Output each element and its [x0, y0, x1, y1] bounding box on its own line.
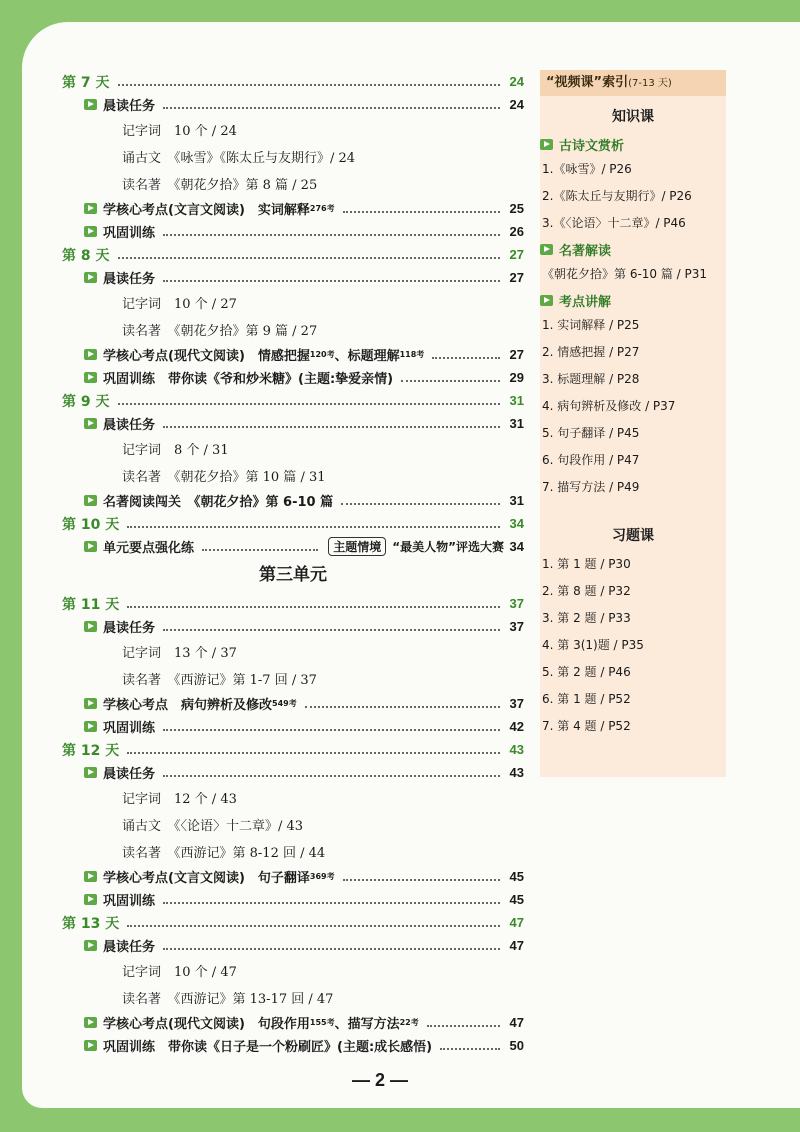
toc-text: 学核心考点(文言文阅读) 实词解释 — [103, 203, 310, 218]
toc-label — [84, 345, 428, 364]
exercise-item[interactable]: 7. 第 4 题 / P52 — [542, 719, 631, 733]
play-icon — [540, 139, 553, 150]
index-group-title — [540, 132, 726, 156]
index-item[interactable]: 2.《陈太丘与友期行》/ P26 — [542, 189, 692, 203]
toc-row[interactable] — [62, 389, 524, 412]
toc-text: 单元要点强化练 — [103, 541, 195, 556]
toc-label — [122, 120, 241, 139]
page-ref: 27 — [509, 347, 524, 362]
toc-text: 记字词 13 个 / 37 — [122, 646, 237, 661]
toc-text: 读名著 《西游记》第 13-17 回 / 47 — [122, 992, 334, 1007]
exam-count: 155考 — [309, 1018, 335, 1027]
play-icon — [84, 894, 97, 905]
toc-row[interactable] — [62, 366, 524, 389]
video-index-header: “视频课”索引(7-13 天) — [540, 70, 726, 96]
leader-dots — [163, 729, 500, 731]
toc-row[interactable] — [62, 738, 524, 761]
play-icon — [540, 295, 553, 306]
toc-text: 巩固训练 — [103, 226, 156, 241]
toc-text: 读名著 《朝花夕拾》第 9 篇 / 27 — [122, 324, 318, 339]
toc-row[interactable] — [62, 197, 524, 220]
index-item[interactable]: 《朝花夕拾》第 6-10 篇 / P31 — [542, 267, 708, 281]
toc-label — [122, 293, 241, 312]
page-ref: 31 — [509, 416, 524, 431]
page-ref: 37 — [509, 619, 524, 634]
toc-label — [122, 842, 329, 861]
leader-dots — [163, 280, 500, 282]
toc-row[interactable] — [62, 489, 524, 512]
toc-text: 第 7 天 — [62, 74, 110, 91]
toc-row[interactable] — [62, 1034, 524, 1057]
leader-dots — [440, 1048, 500, 1050]
page-ref: 34 — [509, 516, 524, 531]
page-ref: 45 — [509, 892, 524, 907]
leader-dots — [163, 902, 500, 904]
play-icon — [84, 349, 97, 360]
toc-row[interactable] — [62, 592, 524, 615]
toc-text: 学核心考点(文言文阅读) 句子翻译 — [103, 871, 310, 886]
toc-label — [84, 763, 159, 782]
toc-text: 记字词 12 个 / 43 — [122, 792, 237, 807]
toc-row[interactable] — [62, 615, 524, 638]
toc-label — [62, 594, 123, 614]
page-ref: 47 — [509, 915, 524, 930]
toc-row[interactable] — [62, 343, 524, 366]
toc-label — [122, 788, 241, 807]
toc-row[interactable] — [62, 243, 524, 266]
page-ref: 29 — [509, 370, 524, 385]
toc-label — [122, 988, 337, 1007]
index-item[interactable]: 1. 实词解释 / P25 — [542, 318, 640, 332]
toc-row[interactable] — [62, 116, 524, 143]
toc-text: 记字词 10 个 / 27 — [122, 297, 237, 312]
toc-row[interactable] — [62, 984, 524, 1011]
toc-label — [84, 199, 339, 218]
play-icon — [84, 372, 97, 383]
group-label: 古诗文赏析 — [559, 138, 625, 154]
toc-row[interactable] — [62, 692, 524, 715]
page-ref: 47 — [509, 938, 524, 953]
toc-row[interactable] — [62, 665, 524, 692]
toc-text: 晨读任务 — [103, 272, 156, 287]
toc-text: 巩固训练 带你读《日子是一个粉刷匠》(主题:成长感悟) — [103, 1040, 433, 1055]
toc-label — [62, 391, 114, 411]
toc-label — [84, 1013, 423, 1032]
toc-row[interactable] — [62, 715, 524, 738]
toc-text: 巩固训练 — [103, 894, 156, 909]
exam-count: 276考 — [309, 204, 335, 213]
leader-dots — [163, 426, 500, 428]
toc-row[interactable] — [62, 838, 524, 865]
toc-row[interactable] — [62, 316, 524, 343]
exam-count: 549考 — [272, 699, 297, 708]
play-icon — [84, 940, 97, 951]
play-icon — [540, 244, 553, 255]
group-label: 考点讲解 — [559, 294, 612, 310]
toc-row[interactable] — [62, 220, 524, 243]
toc-row[interactable] — [62, 462, 524, 489]
toc-text: 诵古文 《咏雪》《陈太丘与友期行》/ 24 — [122, 151, 356, 166]
toc-text: 读名著 《西游记》第 1-7 回 / 37 — [122, 673, 317, 688]
page-ref: 24 — [509, 97, 524, 112]
index-item[interactable]: 2. 情感把握 / P27 — [542, 345, 640, 359]
index-item[interactable]: 4. 病句辨析及修改 / P37 — [542, 399, 676, 413]
leader-dots — [163, 948, 500, 950]
toc-label — [62, 740, 123, 760]
play-icon — [84, 767, 97, 778]
toc-row[interactable] — [62, 865, 524, 888]
toc-row[interactable] — [62, 512, 524, 535]
leader-dots — [127, 606, 500, 608]
toc-label — [122, 466, 330, 485]
theme-tag: 主题情境 — [328, 537, 386, 556]
toc-text: 第 11 天 — [62, 596, 120, 613]
toc-label — [62, 245, 114, 265]
toc-label — [84, 936, 159, 955]
toc-row[interactable] — [62, 811, 524, 838]
index-item[interactable]: 7. 描写方法 / P49 — [542, 480, 640, 494]
toc-text: 巩固训练 — [103, 721, 156, 736]
play-icon — [84, 1017, 97, 1028]
index-group-title — [540, 237, 726, 261]
page-ref: 27 — [509, 247, 524, 262]
page-ref: 25 — [509, 201, 524, 216]
toc-row[interactable] — [62, 911, 524, 934]
toc-row[interactable] — [62, 143, 524, 170]
page-ref: 31 — [509, 393, 524, 408]
exercise-item[interactable]: 2. 第 8 题 / P32 — [542, 584, 631, 598]
leader-dots — [163, 775, 500, 777]
toc-text: 巩固训练 带你读《爷和炒米糖》(主题:挚爱亲情) — [103, 372, 394, 387]
toc-label — [84, 368, 397, 387]
page-ref: 50 — [509, 1038, 524, 1053]
toc-label — [84, 890, 159, 909]
theme-text: “最美人物”评选大赛 — [392, 540, 504, 554]
toc-row[interactable] — [62, 934, 524, 957]
toc-row[interactable] — [62, 170, 524, 197]
video-index-panel — [540, 70, 726, 777]
exercise-item[interactable]: 3. 第 2 题 / P33 — [542, 611, 631, 625]
toc-label — [122, 439, 233, 458]
toc-row[interactable] — [62, 761, 524, 784]
leader-dots — [343, 211, 500, 213]
toc-row[interactable] — [62, 888, 524, 911]
toc-label — [84, 414, 159, 433]
toc-label — [84, 268, 159, 287]
leader-dots — [202, 549, 318, 551]
toc-label — [122, 147, 359, 166]
play-icon — [84, 541, 97, 552]
leader-dots — [305, 706, 500, 708]
toc-text-2: 、描写方法 — [334, 1017, 400, 1032]
toc-label — [122, 669, 321, 688]
toc-label — [62, 913, 123, 933]
index-item[interactable]: 3.《〈论语〉十二章》/ P46 — [542, 216, 686, 230]
toc-label — [84, 222, 159, 241]
page-ref: 37 — [509, 596, 524, 611]
leader-dots — [127, 752, 500, 754]
exercise-item[interactable]: 5. 第 2 题 / P46 — [542, 665, 631, 679]
play-icon — [84, 495, 97, 506]
toc-text: 学核心考点 病句辨析及修改 — [103, 698, 273, 713]
play-icon — [84, 226, 97, 237]
toc-row[interactable] — [62, 784, 524, 811]
toc-text: 第 10 天 — [62, 516, 120, 533]
exam-count-2: 118考 — [399, 350, 425, 359]
leader-dots — [163, 234, 500, 236]
toc-text: 学核心考点(现代文阅读) 情感把握 — [103, 349, 310, 364]
play-icon — [84, 418, 97, 429]
exercise-course-title: 习题课 — [612, 528, 654, 544]
toc-text: 读名著 《西游记》第 8-12 回 / 44 — [122, 846, 326, 861]
page-ref: 27 — [509, 270, 524, 285]
index-item[interactable]: 3. 标题理解 / P28 — [542, 372, 640, 386]
toc-text: 第 13 天 — [62, 915, 120, 932]
leader-dots — [163, 629, 500, 631]
toc-text: 读名著 《朝花夕拾》第 10 篇 / 31 — [122, 470, 326, 485]
toc-text: 晨读任务 — [103, 621, 156, 636]
play-icon — [84, 871, 97, 882]
leader-dots — [341, 503, 500, 505]
table-of-contents — [62, 70, 524, 1057]
toc-text: 晨读任务 — [103, 940, 156, 955]
page-ref: 31 — [509, 493, 524, 508]
play-icon — [84, 99, 97, 110]
toc-label — [84, 694, 301, 713]
play-icon — [84, 621, 97, 632]
toc-label — [84, 617, 159, 636]
page-ref: 43 — [509, 742, 524, 757]
page-ref: 45 — [509, 869, 524, 884]
toc-label — [122, 174, 321, 193]
toc-text: 晨读任务 — [103, 99, 156, 114]
page-ref: 34 — [509, 539, 524, 554]
index-group-title — [540, 288, 726, 312]
toc-label — [84, 491, 337, 510]
leader-dots — [163, 107, 500, 109]
exam-count: 120考 — [309, 350, 335, 359]
toc-label — [122, 642, 241, 661]
page-ref: 24 — [509, 74, 524, 89]
toc-label — [122, 320, 321, 339]
leader-dots — [401, 380, 500, 382]
toc-text: 晨读任务 — [103, 767, 156, 782]
toc-text: 名著阅读闯关 《朝花夕拾》第 6-10 篇 — [103, 495, 334, 510]
toc-text: 第 12 天 — [62, 742, 120, 759]
toc-label — [84, 867, 339, 886]
exam-count-2: 22考 — [399, 1018, 419, 1027]
leader-dots — [127, 526, 500, 528]
play-icon — [84, 203, 97, 214]
exercise-item[interactable]: 1. 第 1 题 / P30 — [542, 557, 631, 571]
toc-text: 记字词 8 个 / 31 — [122, 443, 229, 458]
exercise-item[interactable]: 4. 第 3(1)题 / P35 — [542, 638, 644, 652]
toc-text: 记字词 10 个 / 47 — [122, 965, 237, 980]
toc-label — [62, 72, 114, 92]
toc-text: 读名著 《朝花夕拾》第 8 篇 / 25 — [122, 178, 318, 193]
leader-dots — [343, 879, 500, 881]
page-number: — 2 — — [351, 1070, 408, 1090]
toc-row[interactable] — [62, 412, 524, 435]
index-item[interactable]: 1.《咏雪》/ P26 — [542, 162, 632, 176]
leader-dots — [118, 84, 501, 86]
toc-text: 第 8 天 — [62, 247, 110, 264]
toc-row[interactable] — [62, 289, 524, 316]
toc-text: 学核心考点(现代文阅读) 句段作用 — [103, 1017, 310, 1032]
toc-row[interactable] — [62, 266, 524, 289]
exam-count: 369考 — [309, 872, 335, 881]
toc-label — [84, 717, 159, 736]
page-ref: 43 — [509, 765, 524, 780]
page-ref: 37 — [509, 696, 524, 711]
page-ref: 26 — [509, 224, 524, 239]
index-item[interactable]: 6. 句段作用 / P47 — [542, 453, 640, 467]
unit-title: 第三单元 — [259, 565, 327, 585]
page-ref: 42 — [509, 719, 524, 734]
toc-row[interactable] — [62, 638, 524, 665]
toc-text: 记字词 10 个 / 24 — [122, 124, 237, 139]
toc-label — [122, 815, 307, 834]
toc-label — [122, 961, 241, 980]
toc-text: 诵古文 《〈论语〉十二章》/ 43 — [122, 819, 304, 834]
toc-label — [84, 95, 159, 114]
toc-row[interactable] — [62, 70, 524, 93]
toc-label — [62, 514, 123, 534]
toc-row[interactable] — [62, 535, 524, 558]
toc-text: 晨读任务 — [103, 418, 156, 433]
toc-text-2: 、标题理解 — [334, 349, 400, 364]
knowledge-course-title: 知识课 — [612, 109, 654, 125]
leader-dots — [427, 1025, 500, 1027]
leader-dots — [118, 257, 501, 259]
exercise-item[interactable]: 6. 第 1 题 / P52 — [542, 692, 631, 706]
toc-row[interactable] — [62, 93, 524, 116]
play-icon — [84, 698, 97, 709]
toc-label — [84, 1036, 436, 1055]
group-label: 名著解读 — [559, 243, 612, 259]
toc-row[interactable] — [62, 1011, 524, 1034]
toc-row[interactable] — [62, 435, 524, 462]
leader-dots — [127, 925, 500, 927]
toc-label — [84, 537, 198, 556]
play-icon — [84, 272, 97, 283]
index-item[interactable]: 5. 句子翻译 / P45 — [542, 426, 640, 440]
play-icon — [84, 721, 97, 732]
toc-text: 第 9 天 — [62, 393, 110, 410]
toc-row[interactable] — [62, 957, 524, 984]
page-ref: 47 — [509, 1015, 524, 1030]
play-icon — [84, 1040, 97, 1051]
leader-dots — [118, 403, 501, 405]
leader-dots — [432, 357, 500, 359]
